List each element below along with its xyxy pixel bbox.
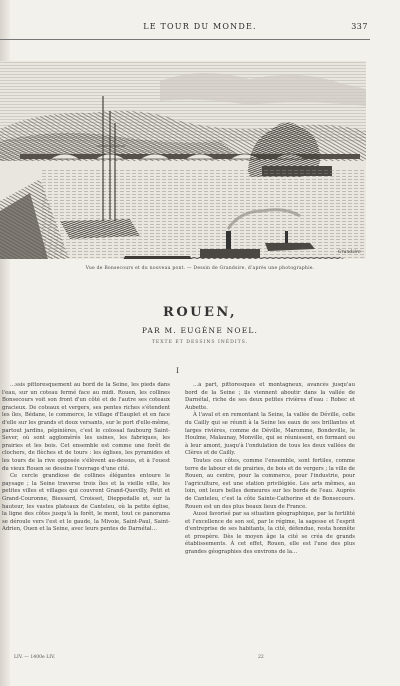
section-number: I xyxy=(176,367,179,375)
paragraph: Ce cercle grandiose de collines élégantes entoure le paysage ; la Seine traverse trois îles et la vieille ville, les petites villes et villages qui couvrent Grand-Quevilly, Petit et Grand-Couronne, Biessard, Croisset, Dieppedalle et, sur la hauteur, les vastes plateaux de Canteleu, où la petite église, la ligne des côtes jusqu'à la forêt, le mont, tout ce panorama se déroule vers l'est et le gaude, la Mivoie, Saint-Paul, Saint-Adrien, Ouen et la Seine, avec leurs pentes de Darnétal… xyxy=(2,473,170,533)
signature-mark: 22 xyxy=(258,655,264,660)
rights-notice: TEXTE ET DESSINS INÉDITS. xyxy=(151,340,249,345)
engraving-illustration xyxy=(0,61,366,259)
page-footer xyxy=(0,655,400,665)
paragraph: Aussi favorisé par sa situation géographique, par la fertilité et l'excellence de son sol, par le régime, la sagesse et l'esprit d'entreprise de ses habitants, la cité, défendue, resta honnête et prospère. Dès le moyen âge la cité se créa de grands établissements. À cet effet, Rouen, elle est l'une des plus grandes géographies des environs de la… xyxy=(185,511,355,556)
running-header xyxy=(0,22,400,36)
engraving-art xyxy=(0,61,366,259)
paragraph: À l'aval et en remontant la Seine, la vallée de Déville, celle du Cailly qui se réunit à la Seine les eaux de ses brillantes et larges rivières, comme de Déville, Maromme, Bondeville, le Houlme, Malaunay, Monville, qui se réunissent, en formant ou à leur amont, jusqu'à l'ondulation de tous les deux vallées de Clères et de Cailly. xyxy=(185,412,355,457)
text-column-right xyxy=(185,382,355,650)
illustration-caption: Vue de Bonsecours et du nouveau pont. — Dessin de Grandsire, d'après une photographie. xyxy=(85,266,315,271)
article-title: ROUEN, xyxy=(163,305,237,320)
header-rule xyxy=(0,39,370,40)
issue-label: LIV. — 1400e LIV. xyxy=(14,655,56,660)
running-title: LE TOUR DU MONDE. xyxy=(143,22,257,31)
paragraph: Toutes ces côtes, comme l'ensemble, sont fertiles, comme terre de labour et de prairies, de bois et de vergers ; la ville de Rouen, au centre, pour la commerce, pour l'industrie, pour l'agriculture, est une station privilégiée. Les arts mêmes, au loin, ont leurs belles demeures sur les bords de l'eau. Auprès de Canteleu, c'est la côte Sainte-Catherine et de Bonsecours. Rouen est un des plus beaux lieux de France. xyxy=(185,457,355,510)
paragraph: …ssis pittoresquement au bord de la Seine, les pieds dans l'eau, sur un coteau fermé face au midi. Rouen, les collines Bonsecours voit son front d'un côté et de l'autre ses coteaux gracieux. De coteaux et vergers, ses pentes riches s'étendent les îles, Bédane, le commerce, le village d'Eauplet et en face d'elle sur les grands et doux versants, sur le port d'elle-même, partout jardins, pépinières, c'est le colossal faubourg Saint-Sever, où sont agglomérés les usines, les fabriques, les prairies et les bois. Cet ensemble est comme une forêt de clochers, de flèches et de tours : les églises, les pyramides et les tours de la rive opposée s'élèvent au-dessus, et à l'ouest du vieux Rouen se dessine l'ouvrage d'une cité. xyxy=(2,382,170,472)
text-column-left xyxy=(2,382,170,650)
engraver-signature: Grandsire xyxy=(338,250,361,255)
paragraph: …à part, pittoresques et montagneux, avancés jusqu'au bord de la Seine ; ils viennent aboutir dans la vallée de Darnétal, riche de ses deux petites rivières d'eau : Robec et Aubette. xyxy=(185,382,355,411)
page-number: 337 xyxy=(351,22,368,31)
article-author: PAR M. EUGÈNE NOEL. xyxy=(141,326,259,335)
